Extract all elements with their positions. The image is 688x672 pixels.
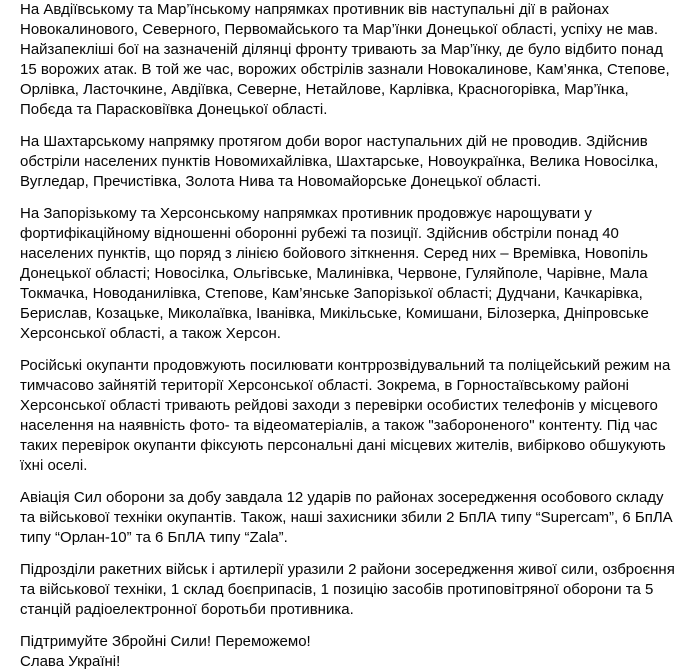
closing-line-support: Підтримуйте Збройні Сили! Переможемо!: [20, 633, 311, 650]
paragraph-avdiivka-marinka: На Авдіївському та Мар’їнському напрямках противник вів наступальні дії в районах Новокалинового, Северного, Первомайського та Мар’їнки Донецької області, успіху не мав. Найзапекліші бої на зазначеній ділянці фронту тривають за Мар’їнку, де було відбито понад 15 ворожих атак. В той же час, ворожих обстрілів зазнали Новокалинове, Кам’янка, Степове, Орлівка, Ласточкине, Авдіївка, Северне, Нетайлове, Карлівка, Красногорівка, Мар’їнка, Побєда та Парасковіївка Донецької області.: [20, 1, 670, 118]
paragraph-aviation: Авіація Сил оборони за добу завдала 12 ударів по районах зосередження особового складу та військової техніки окупантів. Також, наші захисники збили 2 БпЛА типу “Supercam”, 6 БпЛА типу “Орлан-10” та 6 БпЛА типу “Zala”.: [20, 489, 673, 546]
paragraph-zaporizhzhia-kherson: На Запорізькому та Херсонському напрямках противник продовжує нарощувати у фортифікаційному відношенні оборонні рубежі та позиції. Здійснив обстріли понад 40 населених пунктів, що поряд з лінією бойового зіткнення. Серед них – Времівка, Новопіль Донецької області; Новосілка, Ольгівське, Малинівка, Червоне, Гуляйполе, Чарівне, Мала Токмачка, Новоданилівка, Степове, Кам’янське Запорізької області; Дудчани, Качкарівка, Берислав, Козацьке, Миколаївка, Іванівка, Микільське, Комишани, Білозерка, Дніпровське Херсонської області, а також Херсон.: [20, 205, 649, 342]
paragraph-shakhtarske: На Шахтарському напрямку протягом доби ворог наступальних дій не проводив. Здійснив обстріли населених пунктів Новомихайлівка, Шахтарське, Новоукраїнка, Велика Новосілка, Вугледар, Пречистівка, Золота Нива та Новомайорське Донецької області.: [20, 133, 659, 190]
closing-line-glory: Слава Україні!: [20, 653, 121, 670]
paragraph-artillery: Підрозділи ракетних військ і артилерії уразили 2 райони зосередження живої сили, озброєння та військової техніки, 1 склад боєприпасів, 1 позицію засобів протиповітряної оборони та 5 станцій радіоелектронної боротьби противника.: [20, 561, 675, 618]
closing-message: [20, 632, 678, 672]
paragraph-occupation-regime: Російські окупанти продовжують посилювати контррозвідувальний та поліцейський режим на тимчасово зайнятій території Херсонської області. Зокрема, в Горностаївському районі Херсонської області тривають рейдові заходи з перевірки особистих телефонів у місцевого населення на наявність фото- та відеоматеріалів, а також "забороненого" контенту. Під час таких перевірок окупанти фіксують персональні дані місцевих жителів, вибірково обшукують їхні оселі.: [20, 357, 671, 474]
